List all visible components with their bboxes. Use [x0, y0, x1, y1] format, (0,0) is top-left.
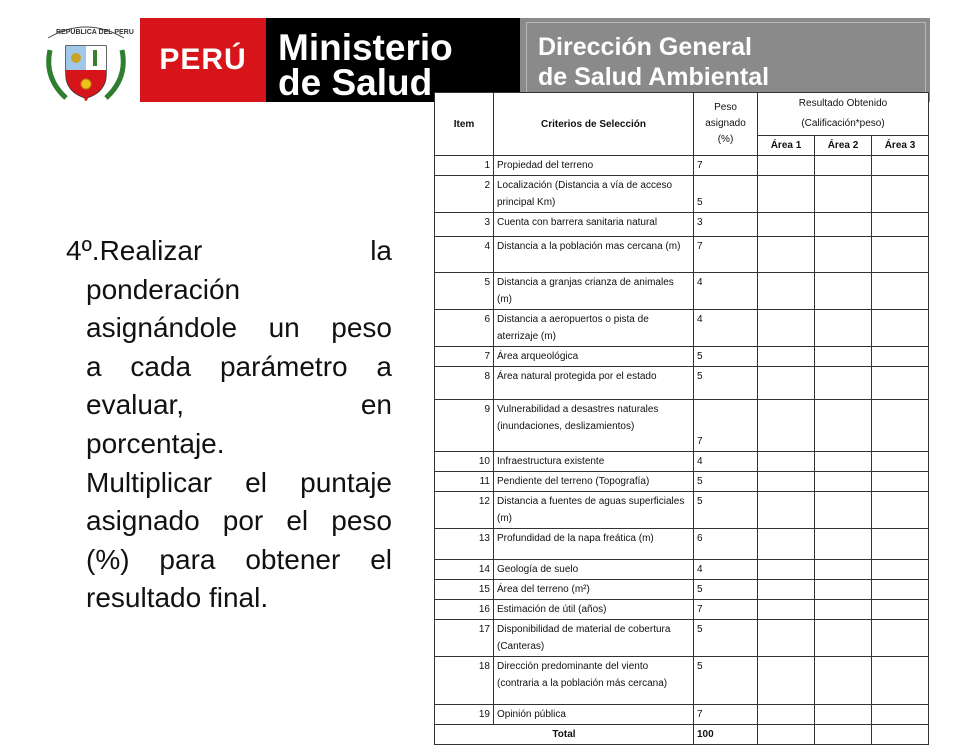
- row-item-number: 3: [435, 213, 494, 237]
- row-criteria: Distancia a aeropuertos o pista de aterrizaje (m): [494, 310, 694, 347]
- row-weight: 5: [694, 472, 758, 492]
- table-row: [435, 560, 929, 580]
- row-area-1-cell: [758, 580, 815, 600]
- row-weight: 5: [694, 347, 758, 367]
- row-area-2-cell: [815, 492, 872, 529]
- row-area-1-cell: [758, 347, 815, 367]
- row-item-number: 2: [435, 176, 494, 213]
- row-area-2-cell: [815, 472, 872, 492]
- row-area-3-cell: [872, 310, 929, 347]
- row-area-2-cell: [815, 580, 872, 600]
- row-weight: 7: [694, 400, 758, 452]
- row-area-2-cell: [815, 657, 872, 705]
- table-row: [435, 600, 929, 620]
- row-area-1-cell: [758, 620, 815, 657]
- table-total-row: [435, 725, 929, 745]
- row-area-1-cell: [758, 310, 815, 347]
- instruction-line-1: 4º.Realizar la: [66, 235, 392, 266]
- row-area-1-cell: [758, 176, 815, 213]
- row-area-1-cell: [758, 705, 815, 725]
- row-weight: 4: [694, 273, 758, 310]
- total-value: 100: [694, 725, 758, 745]
- peru-brand-box: [140, 18, 266, 102]
- row-criteria: Área del terreno (m²): [494, 580, 694, 600]
- row-criteria: Localización (Distancia a vía de acceso principal Km): [494, 176, 694, 213]
- row-area-2-cell: [815, 156, 872, 176]
- row-item-number: 1: [435, 156, 494, 176]
- header-item: Item: [435, 93, 494, 156]
- row-area-2-cell: [815, 620, 872, 657]
- peru-coat-of-arms-seal: [36, 20, 136, 104]
- row-criteria: Infraestructura existente: [494, 452, 694, 472]
- row-criteria: Geología de suelo: [494, 560, 694, 580]
- table-row: [435, 529, 929, 560]
- row-item-number: 7: [435, 347, 494, 367]
- row-weight: 5: [694, 176, 758, 213]
- table-row: [435, 176, 929, 213]
- row-weight: 7: [694, 237, 758, 273]
- instruction-line-3: asignándole un peso: [86, 312, 392, 344]
- ministry-line-1: Ministerio: [278, 27, 453, 68]
- row-criteria: Cuenta con barrera sanitaria natural: [494, 213, 694, 237]
- header-criteria: Criterios de Selección: [494, 93, 694, 156]
- table-row: [435, 472, 929, 492]
- row-weight: 4: [694, 310, 758, 347]
- row-area-1-cell: [758, 452, 815, 472]
- instruction-line-8: asignado por el peso: [86, 505, 392, 537]
- table-row: [435, 580, 929, 600]
- header-area-3: Área 3: [872, 136, 929, 156]
- row-area-1-cell: [758, 213, 815, 237]
- row-area-2-cell: [815, 273, 872, 310]
- table-row: [435, 452, 929, 472]
- row-area-3-cell: [872, 620, 929, 657]
- row-weight: 7: [694, 156, 758, 176]
- row-criteria: Área natural protegida por el estado: [494, 367, 694, 400]
- row-area-1-cell: [758, 560, 815, 580]
- table-row: [435, 347, 929, 367]
- row-area-3-cell: [872, 273, 929, 310]
- row-weight: 5: [694, 657, 758, 705]
- row-area-2-cell: [815, 176, 872, 213]
- row-criteria: Estimación de útil (años): [494, 600, 694, 620]
- table-row: [435, 213, 929, 237]
- instruction-line-4: a cada parámetro a: [86, 350, 392, 382]
- row-item-number: 16: [435, 600, 494, 620]
- row-item-number: 11: [435, 472, 494, 492]
- row-item-number: 9: [435, 400, 494, 452]
- row-item-number: 14: [435, 560, 494, 580]
- header-area-2: Área 2: [815, 136, 872, 156]
- row-criteria: Disponibilidad de material de cobertura (Canteras): [494, 620, 694, 657]
- instruction-line-7: Multiplicar el puntaje: [86, 466, 392, 498]
- row-area-3-cell: [872, 560, 929, 580]
- row-area-3-cell: [872, 367, 929, 400]
- row-weight: 6: [694, 529, 758, 560]
- row-criteria: Pendiente del terreno (Topografía): [494, 472, 694, 492]
- table-row: [435, 367, 929, 400]
- row-area-3-cell: [872, 580, 929, 600]
- row-area-2-cell: [815, 347, 872, 367]
- selection-criteria-table: [434, 92, 929, 745]
- row-area-3-cell: [872, 600, 929, 620]
- total-area-2-cell: [815, 725, 872, 745]
- row-area-2-cell: [815, 560, 872, 580]
- table-row: [435, 237, 929, 273]
- row-item-number: 17: [435, 620, 494, 657]
- instruction-line-5: evaluar, en: [86, 389, 392, 421]
- row-area-3-cell: [872, 400, 929, 452]
- row-item-number: 6: [435, 310, 494, 347]
- row-item-number: 13: [435, 529, 494, 560]
- row-item-number: 10: [435, 452, 494, 472]
- instruction-line-6: porcentaje.: [86, 427, 225, 459]
- row-area-2-cell: [815, 237, 872, 273]
- row-area-1-cell: [758, 156, 815, 176]
- row-weight: 7: [694, 600, 758, 620]
- row-weight: 4: [694, 452, 758, 472]
- header-result: Resultado Obtenido (Calificación*peso): [758, 93, 929, 136]
- row-item-number: 15: [435, 580, 494, 600]
- instruction-line-2: ponderación: [86, 273, 241, 305]
- row-area-3-cell: [872, 237, 929, 273]
- row-area-1-cell: [758, 273, 815, 310]
- total-label: Total: [435, 725, 694, 745]
- row-area-3-cell: [872, 213, 929, 237]
- table-row: [435, 310, 929, 347]
- row-area-3-cell: [872, 472, 929, 492]
- row-weight: 5: [694, 580, 758, 600]
- row-criteria: Vulnerabilidad a desastres naturales (inundaciones, deslizamientos): [494, 400, 694, 452]
- row-item-number: 19: [435, 705, 494, 725]
- table-row: [435, 657, 929, 705]
- row-area-3-cell: [872, 705, 929, 725]
- row-item-number: 5: [435, 273, 494, 310]
- row-area-3-cell: [872, 176, 929, 213]
- ministry-brand-box: [266, 18, 520, 102]
- row-criteria: Dirección predominante del viento (contraria a la población más cercana): [494, 657, 694, 705]
- table-row: [435, 620, 929, 657]
- row-area-2-cell: [815, 529, 872, 560]
- row-criteria: Profundidad de la napa freática (m): [494, 529, 694, 560]
- row-area-2-cell: [815, 705, 872, 725]
- row-weight: 5: [694, 367, 758, 400]
- row-area-1-cell: [758, 492, 815, 529]
- row-weight: 5: [694, 492, 758, 529]
- row-area-3-cell: [872, 347, 929, 367]
- row-weight: 4: [694, 560, 758, 580]
- row-area-2-cell: [815, 310, 872, 347]
- row-area-2-cell: [815, 600, 872, 620]
- row-criteria: Distancia a granjas crianza de animales (m): [494, 273, 694, 310]
- table-row: [435, 273, 929, 310]
- direction-line-1: Dirección General: [538, 33, 752, 61]
- row-item-number: 4: [435, 237, 494, 273]
- row-criteria: Propiedad del terreno: [494, 156, 694, 176]
- table-header-row: [435, 93, 929, 136]
- row-weight: 7: [694, 705, 758, 725]
- row-area-2-cell: [815, 367, 872, 400]
- row-area-1-cell: [758, 600, 815, 620]
- instruction-line-9: (%) para obtener el: [86, 543, 392, 575]
- row-area-3-cell: [872, 657, 929, 705]
- table-row: [435, 156, 929, 176]
- row-area-3-cell: [872, 492, 929, 529]
- svg-text:REPUBLICA DEL PERU: REPUBLICA DEL PERU: [56, 29, 134, 36]
- instruction-text: [66, 232, 392, 618]
- row-area-3-cell: [872, 156, 929, 176]
- row-area-1-cell: [758, 367, 815, 400]
- row-weight: 5: [694, 620, 758, 657]
- table-row: [435, 492, 929, 529]
- row-area-2-cell: [815, 213, 872, 237]
- row-criteria: Distancia a fuentes de aguas superficiales (m): [494, 492, 694, 529]
- row-area-2-cell: [815, 452, 872, 472]
- row-area-1-cell: [758, 529, 815, 560]
- ministry-line-2: de Salud: [278, 62, 433, 103]
- row-area-1-cell: [758, 657, 815, 705]
- direction-line-2: de Salud Ambiental: [538, 63, 770, 91]
- row-area-3-cell: [872, 529, 929, 560]
- row-item-number: 18: [435, 657, 494, 705]
- instruction-line-10: resultado final.: [86, 582, 269, 614]
- row-area-1-cell: [758, 400, 815, 452]
- table-row: [435, 705, 929, 725]
- row-criteria: Distancia a la población mas cercana (m): [494, 237, 694, 273]
- row-area-1-cell: [758, 472, 815, 492]
- row-criteria: Área arqueológica: [494, 347, 694, 367]
- total-area-3-cell: [872, 725, 929, 745]
- row-item-number: 12: [435, 492, 494, 529]
- row-area-3-cell: [872, 452, 929, 472]
- row-criteria: Opinión pública: [494, 705, 694, 725]
- row-area-1-cell: [758, 237, 815, 273]
- peru-label: PERÚ: [159, 43, 247, 76]
- table-row: [435, 400, 929, 452]
- total-area-1-cell: [758, 725, 815, 745]
- header-area-1: Área 1: [758, 136, 815, 156]
- direction-box-border: [526, 22, 926, 98]
- row-item-number: 8: [435, 367, 494, 400]
- header-weight: Peso asignado (%): [694, 93, 758, 156]
- row-area-2-cell: [815, 400, 872, 452]
- row-weight: 3: [694, 213, 758, 237]
